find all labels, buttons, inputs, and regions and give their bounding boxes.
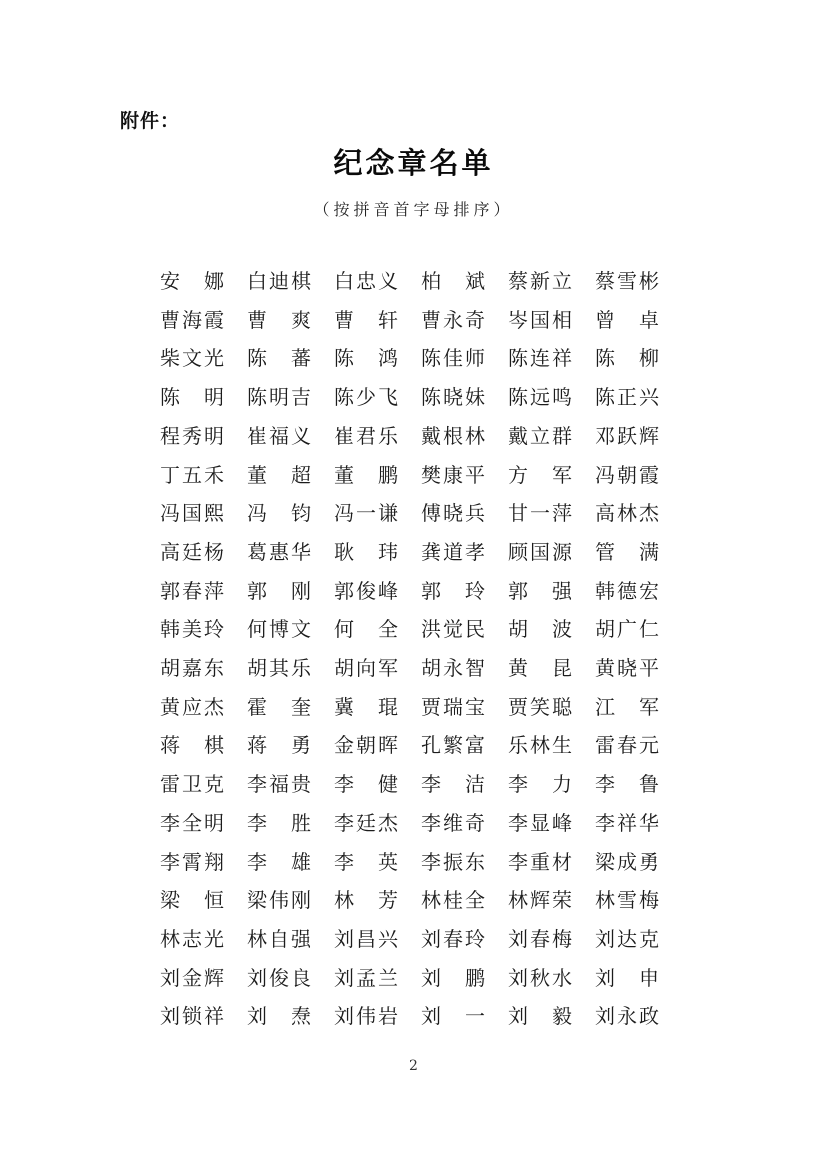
name-cell: 柏斌 — [421, 269, 485, 293]
name-cell: 刘秋水 — [508, 965, 572, 990]
name-cell: 崔福义 — [247, 423, 311, 448]
name-cell: 丁五禾 — [160, 462, 224, 487]
name-cell: 冯钧 — [247, 501, 311, 526]
name-cell: 樊康平 — [421, 462, 485, 487]
name-cell: 白迪棋 — [247, 269, 311, 293]
name-cell: 冯国熙 — [160, 501, 224, 526]
name-cell: 刘锁祥 — [160, 1004, 224, 1029]
name-cell: 胡波 — [508, 617, 572, 642]
name-cell: 韩德宏 — [595, 578, 659, 603]
name-cell: 冯一谦 — [334, 501, 398, 526]
name-cell: 曹轩 — [334, 307, 398, 332]
name-cell: 曹海霞 — [160, 307, 224, 332]
name-cell: 洪觉民 — [421, 617, 485, 642]
name-cell: 陈远鸣 — [508, 385, 572, 410]
name-cell: 李振东 — [421, 849, 485, 874]
name-cell: 黄昆 — [508, 656, 572, 681]
name-cell: 陈连祥 — [508, 346, 572, 371]
name-cell: 刘申 — [595, 965, 659, 990]
name-cell: 董超 — [247, 462, 311, 487]
name-cell: 刘伟岩 — [334, 1004, 398, 1029]
name-cell: 龚道孝 — [421, 539, 485, 564]
name-cell: 陈佳师 — [421, 346, 485, 371]
name-cell: 刘达克 — [595, 926, 659, 951]
name-cell: 林自强 — [247, 926, 311, 951]
name-cell: 梁成勇 — [595, 849, 659, 874]
name-cell: 霍奎 — [247, 694, 311, 719]
name-cell: 胡其乐 — [247, 656, 311, 681]
name-cell: 郭刚 — [247, 578, 311, 603]
name-cell: 刘金辉 — [160, 965, 224, 990]
name-cell: 林志光 — [160, 926, 224, 951]
name-cell: 曾卓 — [595, 307, 659, 332]
name-cell: 李力 — [508, 772, 572, 797]
document-title: 纪念章名单 — [333, 146, 494, 180]
name-cell: 李福贵 — [247, 772, 311, 797]
name-cell: 冀琨 — [334, 694, 398, 719]
name-cell: 蔡雪彬 — [595, 269, 659, 293]
name-cell: 李英 — [334, 849, 398, 874]
name-cell: 李鲁 — [595, 772, 659, 797]
name-cell: 乐林生 — [508, 733, 572, 758]
name-cell: 贾瑞宝 — [421, 694, 485, 719]
name-cell: 崔君乐 — [334, 423, 398, 448]
name-cell: 陈明吉 — [247, 385, 311, 410]
name-cell: 戴立群 — [508, 423, 572, 448]
name-cell: 李健 — [334, 772, 398, 797]
name-cell: 葛惠华 — [247, 539, 311, 564]
name-cell: 李雄 — [247, 849, 311, 874]
name-cell: 金朝晖 — [334, 733, 398, 758]
name-cell: 林桂全 — [421, 888, 485, 913]
name-cell: 陈蕃 — [247, 346, 311, 371]
name-cell: 刘一 — [421, 1004, 485, 1029]
name-cell: 蔡新立 — [508, 269, 572, 293]
name-cell: 冯朝霞 — [595, 462, 659, 487]
name-cell: 韩美玲 — [160, 617, 224, 642]
name-cell: 管满 — [595, 539, 659, 564]
name-cell: 傅晓兵 — [421, 501, 485, 526]
name-cell: 李霄翔 — [160, 849, 224, 874]
name-cell: 甘一萍 — [508, 501, 572, 526]
name-cell: 胡向军 — [334, 656, 398, 681]
name-cell: 刘春玲 — [421, 926, 485, 951]
name-cell: 陈晓妹 — [421, 385, 485, 410]
page-number: 2 — [409, 1058, 418, 1074]
name-cell: 刘鹏 — [421, 965, 485, 990]
name-cell: 李胜 — [247, 810, 311, 835]
name-cell: 安娜 — [160, 269, 224, 293]
name-cell: 江军 — [595, 694, 659, 719]
name-cell: 李显峰 — [508, 810, 572, 835]
name-cell: 蒋棋 — [160, 733, 224, 758]
name-cell: 岑国相 — [508, 307, 572, 332]
name-cell: 陈正兴 — [595, 385, 659, 410]
name-cell: 戴根林 — [421, 423, 485, 448]
name-cell: 曹爽 — [247, 307, 311, 332]
name-cell: 雷春元 — [595, 733, 659, 758]
name-cell: 李洁 — [421, 772, 485, 797]
name-cell: 郭玲 — [421, 578, 485, 603]
name-cell: 梁伟刚 — [247, 888, 311, 913]
name-cell: 林芳 — [334, 888, 398, 913]
name-cell: 程秀明 — [160, 423, 224, 448]
name-cell: 林辉荣 — [508, 888, 572, 913]
name-cell: 黄晓平 — [595, 656, 659, 681]
name-cell: 李祥华 — [595, 810, 659, 835]
name-cell: 李全明 — [160, 810, 224, 835]
name-cell: 耿玮 — [334, 539, 398, 564]
name-cell: 李重材 — [508, 849, 572, 874]
name-cell: 林雪梅 — [595, 888, 659, 913]
name-cell: 邓跃辉 — [595, 423, 659, 448]
name-cell: 何全 — [334, 617, 398, 642]
name-cell: 贾笑聪 — [508, 694, 572, 719]
name-cell: 陈柳 — [595, 346, 659, 371]
name-cell: 刘春梅 — [508, 926, 572, 951]
name-cell: 刘焘 — [247, 1004, 311, 1029]
name-cell: 胡永智 — [421, 656, 485, 681]
name-cell: 胡嘉东 — [160, 656, 224, 681]
document-subtitle: （按拼音首字母排序） — [313, 200, 514, 219]
name-cell: 郭俊峰 — [334, 578, 398, 603]
attachment-label: 附件： — [120, 110, 181, 132]
name-cell: 陈明 — [160, 385, 224, 410]
name-cell: 郭强 — [508, 578, 572, 603]
name-cell: 刘永政 — [595, 1004, 659, 1029]
name-cell: 柴文光 — [160, 346, 224, 371]
name-cell: 何博文 — [247, 617, 311, 642]
name-grid — [160, 262, 659, 1036]
name-cell: 白忠义 — [334, 269, 398, 293]
name-cell: 郭春萍 — [160, 578, 224, 603]
name-cell: 孔繁富 — [421, 733, 485, 758]
name-cell: 陈少飞 — [334, 385, 398, 410]
name-cell: 高廷杨 — [160, 539, 224, 564]
name-cell: 刘昌兴 — [334, 926, 398, 951]
name-cell: 刘孟兰 — [334, 965, 398, 990]
name-cell: 曹永奇 — [421, 307, 485, 332]
name-cell: 高林杰 — [595, 501, 659, 526]
name-cell: 刘毅 — [508, 1004, 572, 1029]
name-cell: 顾国源 — [508, 539, 572, 564]
name-cell: 李廷杰 — [334, 810, 398, 835]
name-cell: 陈鸿 — [334, 346, 398, 371]
name-cell: 黄应杰 — [160, 694, 224, 719]
name-cell: 胡广仁 — [595, 617, 659, 642]
name-cell: 董鹏 — [334, 462, 398, 487]
name-cell: 李维奇 — [421, 810, 485, 835]
name-cell: 雷卫克 — [160, 772, 224, 797]
name-cell: 方军 — [508, 462, 572, 487]
name-cell: 刘俊良 — [247, 965, 311, 990]
name-cell: 梁恒 — [160, 888, 224, 913]
name-cell: 蒋勇 — [247, 733, 311, 758]
